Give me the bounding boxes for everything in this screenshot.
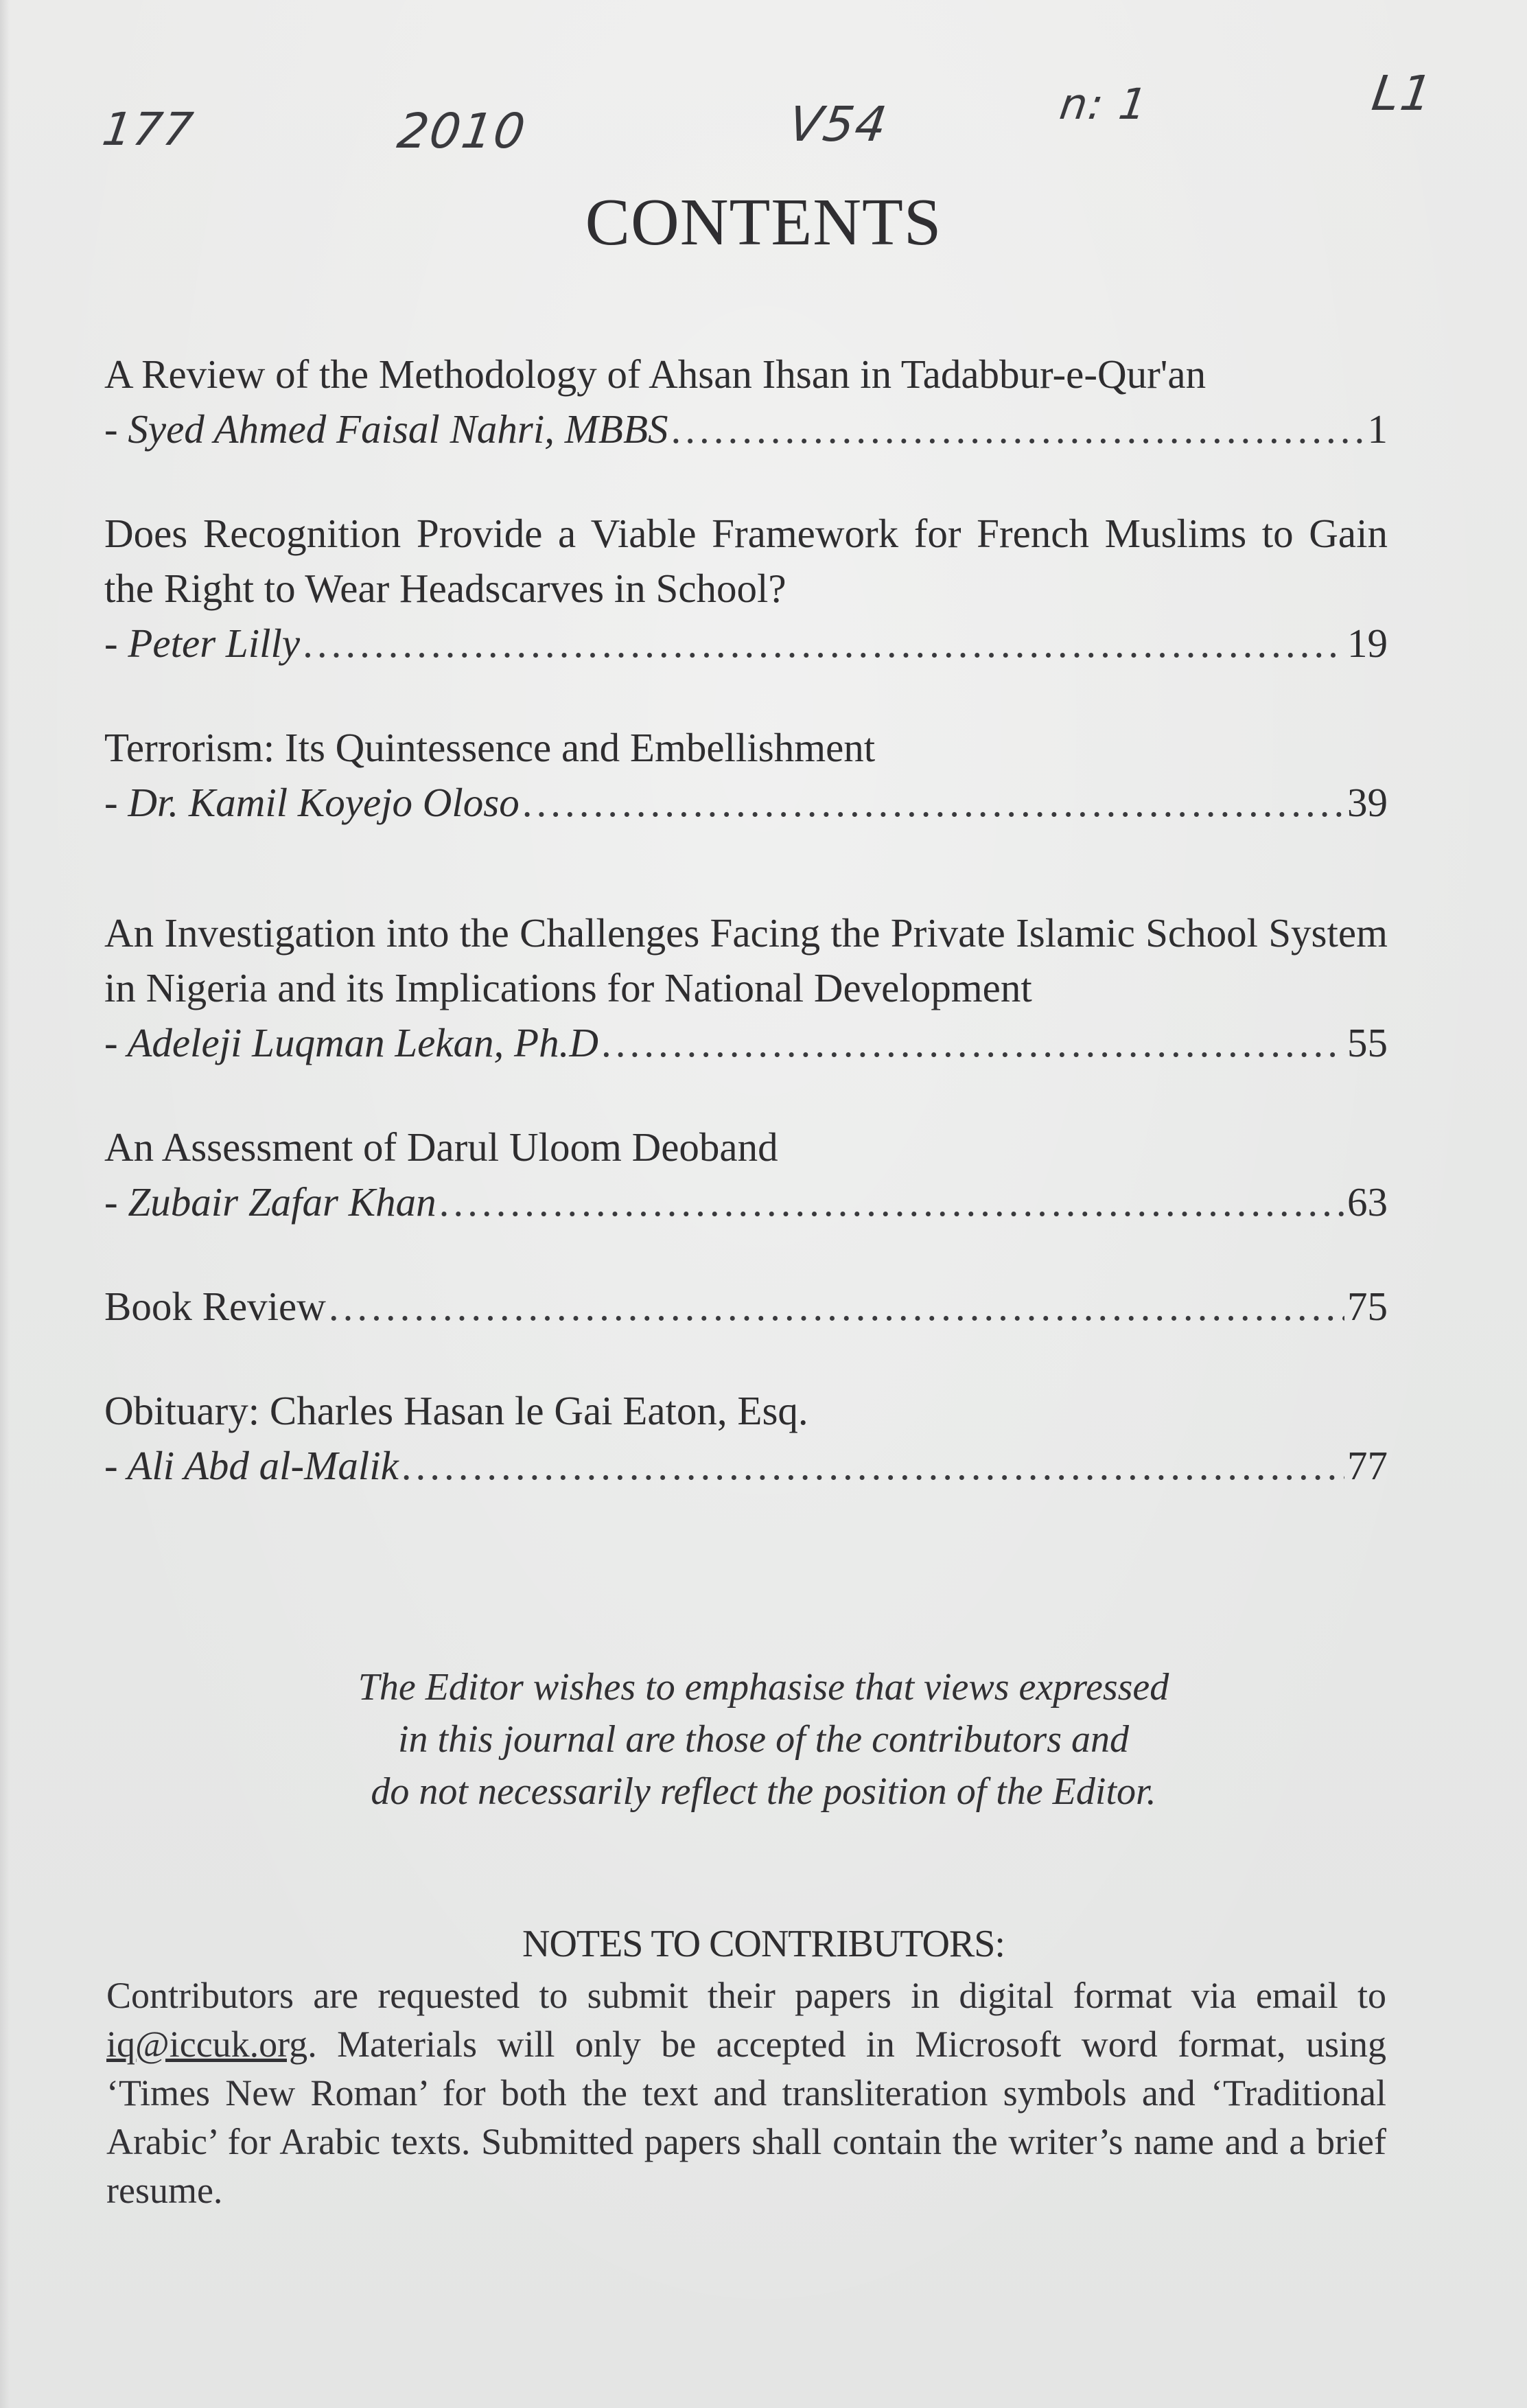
- handwritten-note: V54: [785, 96, 891, 152]
- toc-author: - Adeleji Luqman Lekan, Ph.D: [104, 1020, 598, 1065]
- dot-leader: [601, 1015, 1344, 1070]
- toc-author: - Peter Lilly: [104, 621, 301, 666]
- toc-entry-title: Book Review: [104, 1284, 326, 1329]
- toc-page-number: 39: [1347, 780, 1388, 825]
- dot-leader: [522, 775, 1344, 830]
- dot-leader: [671, 402, 1365, 456]
- toc-entry-title: Terrorism: Its Quintessence and Embellishment: [104, 725, 876, 770]
- toc-page-number: 63: [1347, 1179, 1388, 1225]
- toc-entry-title: A Review of the Methodology of Ahsan Ihsan in Tadabbur-e-Qur'an: [104, 351, 1207, 397]
- toc-author-line: [104, 402, 1388, 456]
- page-edge-shadow: [0, 0, 10, 2408]
- toc-entry: [104, 506, 1388, 671]
- toc-entry-title: An Assessment of Darul Uloom Deoband: [104, 1124, 778, 1170]
- dot-leader: [401, 1438, 1344, 1493]
- toc-page-number: 19: [1347, 621, 1388, 666]
- toc-entry: [104, 1120, 1388, 1229]
- dot-leader: [329, 1279, 1344, 1334]
- toc-author: - Syed Ahmed Faisal Nahri, MBBS: [104, 406, 668, 452]
- handwritten-note: 177: [99, 103, 198, 156]
- toc-author-line: [104, 1279, 1388, 1334]
- page-title: CONTENTS: [585, 185, 942, 259]
- toc-page-number: 1: [1367, 406, 1388, 452]
- toc-entry-title: Obituary: Charles Hasan le Gai Eaton, Esq.: [104, 1388, 808, 1433]
- toc-page-number: 77: [1347, 1443, 1388, 1488]
- dot-leader: [303, 616, 1344, 671]
- toc-page-number: 55: [1347, 1020, 1388, 1065]
- toc-author: - Ali Abd al-Malik: [104, 1443, 399, 1488]
- toc-author-line: [104, 1438, 1388, 1493]
- toc-entry-title: An Investigation into the Challenges Facing the Private Islamic School System in Nigeria and its Implications for National Development: [104, 910, 1388, 1010]
- disclaimer-line: do not necessarily reflect the position of the Editor.: [371, 1770, 1156, 1813]
- email-link[interactable]: iq@iccuk.org: [106, 2024, 308, 2065]
- notes-heading: NOTES TO CONTRIBUTORS:: [522, 1923, 1005, 1965]
- handwritten-note: n: 1: [1056, 79, 1152, 129]
- dot-leader: [439, 1174, 1344, 1229]
- toc-entry: [104, 1279, 1388, 1334]
- toc-author-line: [104, 1015, 1388, 1070]
- notes-body: [106, 1971, 1386, 2215]
- toc-entry: [104, 347, 1388, 456]
- table-of-contents: [104, 347, 1388, 1542]
- disclaimer-line: The Editor wishes to emphasise that views expressed: [358, 1666, 1169, 1709]
- toc-entry: [104, 1383, 1388, 1493]
- notes-text: Contributors are requested to submit their papers in digital format via email to: [106, 1975, 1386, 2016]
- toc-author: - Zubair Zafar Khan: [104, 1179, 436, 1225]
- toc-author-line: [104, 1174, 1388, 1229]
- toc-entry: [104, 905, 1388, 1070]
- toc-page-number: 75: [1347, 1284, 1388, 1329]
- toc-author-line: [104, 616, 1388, 671]
- editor-disclaimer: [0, 1661, 1527, 1818]
- toc-author: - Dr. Kamil Koyejo Oloso: [104, 780, 520, 825]
- toc-author-line: [104, 775, 1388, 830]
- handwritten-note: L1: [1368, 65, 1437, 121]
- disclaimer-line: in this journal are those of the contributors and: [397, 1718, 1130, 1761]
- notes-text: . Materials will only be accepted in Microsoft word format, using ‘Times New Roman’ for both the text and transliteration symbols and ‘Traditional Arabic’ for Arabic texts. Submitted papers shall contain the writer’s name and a brief resume.: [106, 2024, 1386, 2211]
- toc-entry-title: Does Recognition Provide a Viable Framework for French Muslims to Gain the Right to Wear Headscarves in School?: [104, 511, 1388, 611]
- toc-entry: [104, 720, 1388, 830]
- handwritten-note: 2010: [394, 103, 530, 159]
